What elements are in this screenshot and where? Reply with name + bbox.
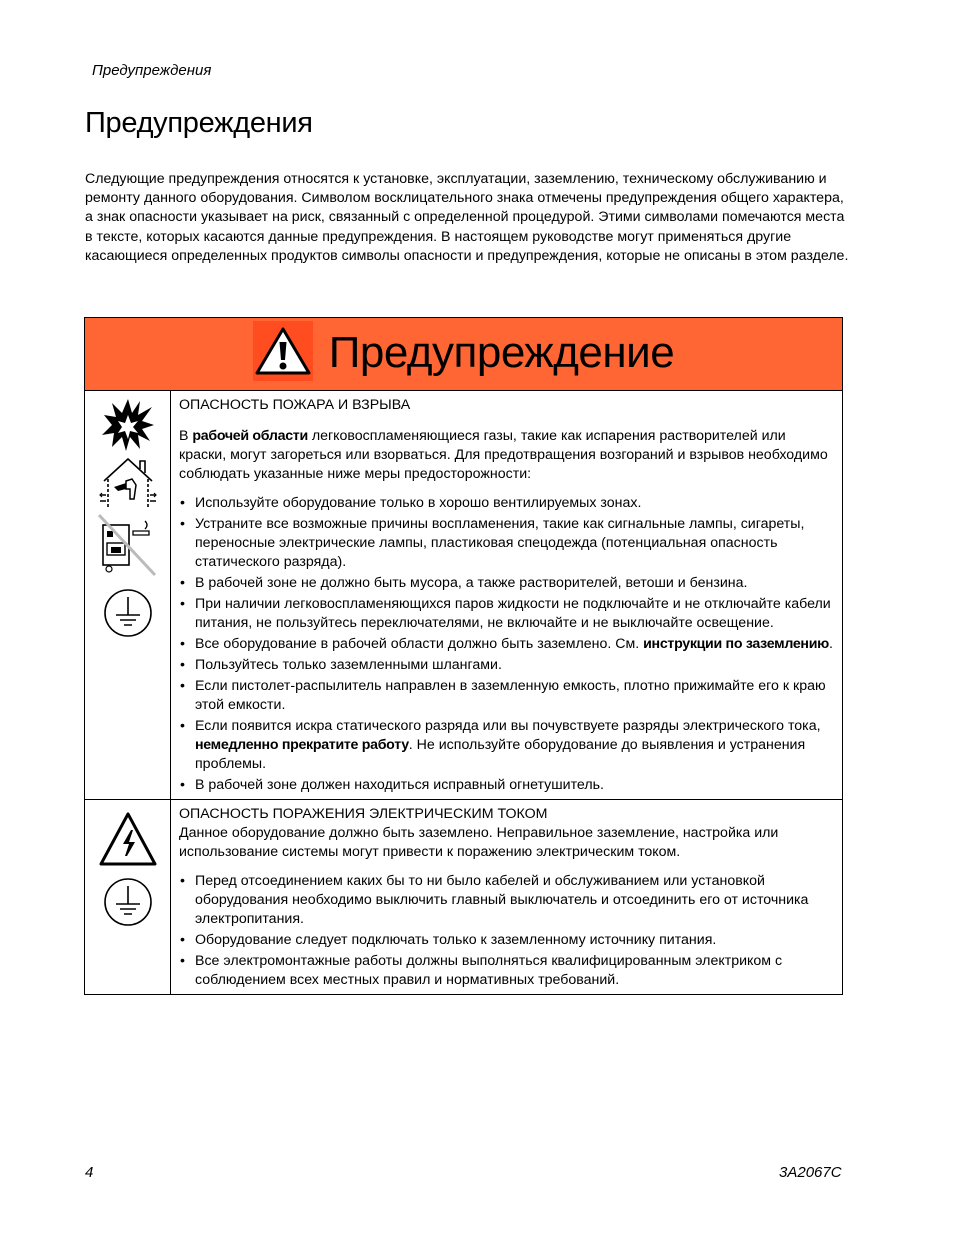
page-title: Предупреждения — [85, 107, 313, 139]
electric-shock-icon — [97, 810, 159, 868]
ground-icon — [102, 876, 154, 928]
fire-section-title: ОПАСНОСТЬ ПОЖАРА И ВЗРЫВА — [179, 397, 411, 413]
stop-immediately-text: немедленно прекратите работу — [195, 737, 409, 753]
grounding-instructions-ref: инструкции по заземлению — [643, 636, 829, 652]
intro-paragraph: Следующие предупреждения относятся к установке, эксплуатации, заземлению, техническому обслуживанию и ремонту данного оборудования. Символом восклицательного знака отмечены предупреждения общего характера, а знак опасности указывает на риск, связанный с определенной процедурой. Этими символами помечаются места в тексте, которых касаются данные предупреждения. В настоящем руководстве могут применяться другие касающиеся определенных продуктов символы опасности и предупреждения, которые не описаны в этом разделе. — [85, 171, 849, 264]
spark-text-end: . Не используйте оборудование до выявления и устранения проблемы. — [195, 737, 806, 772]
page-number: 4 — [85, 1164, 94, 1181]
list-item — [179, 717, 836, 774]
grounding-text: Все оборудование в рабочей области должно быть заземлено. См. — [195, 636, 644, 652]
list-item: • Оборудование следует подключать только к заземленному источнику питания. — [179, 931, 836, 950]
electric-section-title: ОПАСНОСТЬ ПОРАЖЕНИЯ ЭЛЕКТРИЧЕСКИМ ТОКОМ — [179, 806, 548, 822]
list-item: • Все электромонтажные работы должны выполняться квалифицированным электриком с соблюдением всех местных правил и нормативных требований. — [179, 952, 836, 990]
warning-table — [84, 317, 843, 995]
electric-intro: Данное оборудование должно быть заземлено. Неправильное заземление, настройка или использование системы могут привести к поражению электрическим током. — [179, 825, 779, 860]
spark-text: Если появится искра статического разряда или вы почувствуете разряды электрического тока, — [195, 718, 821, 734]
fire-intro — [179, 427, 836, 484]
list-item: • Если пистолет-распылитель направлен в заземленную емкость, плотно прижимайте его к краю этой емкости. — [179, 677, 836, 715]
list-item: • Используйте оборудование только в хорошо вентилируемых зонах. — [179, 494, 836, 513]
list-item — [179, 635, 836, 654]
running-header: Предупреждения — [92, 62, 212, 79]
exclamation-triangle-icon — [255, 326, 311, 376]
list-item: • Пользуйтесь только заземленными шлангами. — [179, 656, 836, 675]
electric-icons-column — [85, 800, 171, 994]
fire-intro-text: В — [179, 428, 193, 444]
fire-intro-text-cont: легковоспламеняющиеся газы, такие как испарения растворителей или краски, могут загореться или взорваться. Для предотвращения возгораний и взрывов необходимо соблюдать указанные ниже меры предосторожности: — [179, 428, 828, 482]
list-item: • В рабочей зоне не должно быть мусора, а также растворителей, ветоши и бензина. — [179, 574, 836, 593]
fire-bullet-list — [179, 494, 836, 795]
no-smoking-no-sparks-icon — [97, 513, 159, 579]
ground-icon — [102, 587, 154, 639]
document-code: 3A2067C — [779, 1164, 842, 1181]
list-item: • Устраните все возможные причины воспламенения, такие как сигнальные лампы, сигареты, переносные электрические лампы, пластиковая спецодежда (потенциальная опасность статического разряда). — [179, 515, 836, 572]
explosion-icon — [100, 397, 156, 453]
electric-bullet-list — [179, 872, 836, 990]
electric-shock-section — [85, 799, 842, 994]
electric-text-column — [171, 800, 842, 994]
banner-icon-box — [253, 321, 313, 381]
list-item: • В рабочей зоне должен находиться исправный огнетушитель. — [179, 776, 836, 795]
fire-text-column — [171, 391, 842, 799]
list-item: • Перед отсоединением каких бы то ни было кабелей и обслуживанием или установкой оборудования необходимо выключить главный выключатель и отсоединить его от источника электропитания. — [179, 872, 836, 929]
warning-banner — [85, 318, 842, 391]
fire-icons-column — [85, 391, 171, 799]
grounding-text-end: . — [828, 636, 833, 652]
work-area-term: рабочей области — [192, 428, 308, 444]
banner-title: Предупреждение — [328, 328, 675, 377]
fire-explosion-section — [85, 391, 842, 799]
flammable-vapor-house-icon — [98, 455, 158, 511]
list-item: • При наличии легковоспламеняющихся паров жидкости не подключайте и не отключайте кабели питания, не пользуйтесь переключателями, не включайте и не выключайте освещение. — [179, 595, 836, 633]
